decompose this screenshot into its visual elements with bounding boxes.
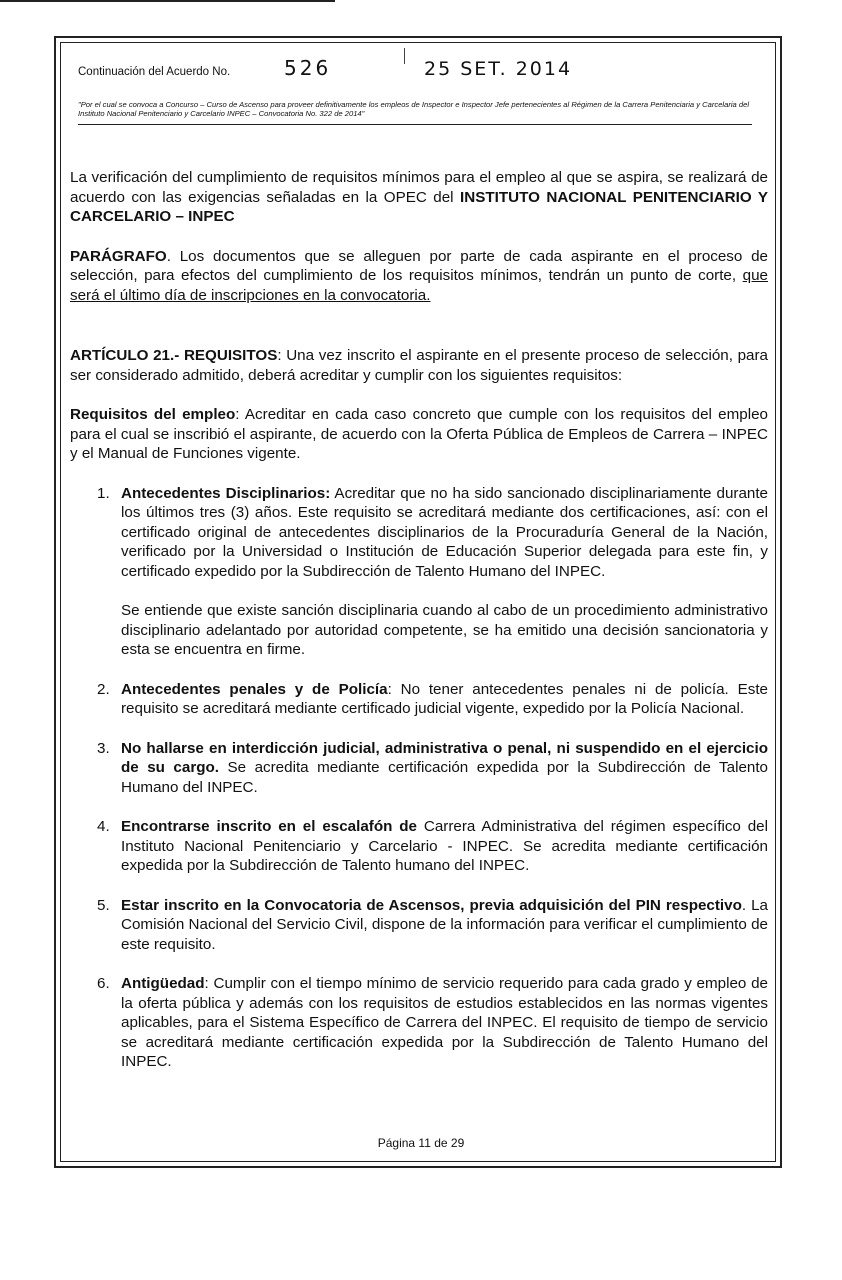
paragraph-paragrafo: [70, 247, 768, 306]
item-title: No hallarse en interdicción judicial, administrativa o penal, ni suspendido en el ejercicio de su cargo.: [121, 739, 768, 776]
paragraph-bold: Requisitos del empleo: [70, 406, 236, 423]
item-title: Antecedentes penales y de Policía: [121, 680, 388, 698]
list-number: 5.: [97, 896, 110, 914]
item-text: . La Comisión Nacional del Servicio Civil, dispone de la información para verificar el cumplimiento de este requisito.: [121, 896, 768, 953]
document-subtitle: "Por el cual se convoca a Concurso – Curso de Ascenso para proveer definitivamente los empleos de Inspector e Inspector Jefe pertenecientes al Régimen de la Carrera Penitenciaria y Carcelaria del Instituto Nacional Penitenciario y Carcelario INPEC – Convocatoria No. 322 de 2014": [78, 100, 750, 118]
article-heading: ARTÍCULO 21.- REQUISITOS: [70, 347, 278, 364]
paragraph-verification: [70, 168, 768, 227]
item-text: : No tener antecedentes penales ni de policía. Este requisito se acreditará mediante certificado judicial vigente, expedido por la Policía Nacional.: [121, 680, 768, 717]
agreement-number: 526: [284, 56, 332, 80]
paragraph-text: La verificación del cumplimiento de requisitos mínimos para el empleo al que se aspira, se realizará de acuerdo con las exigencias señaladas en la OPEC del: [70, 169, 768, 206]
item-title: Antigüedad: [121, 975, 205, 992]
item-text: : Cumplir con el tiempo mínimo de servicio requerido para cada grado y empleo de la oferta pública y además con los requisitos de estudios establecidos en las normas vigentes aplicables, para el Sistema Específico de Carrera del INPEC. El requisito de tiempo de servicio se acreditará mediante certificación expedida por la Subdirección de Talento Humano del INPEC.: [121, 975, 768, 1070]
list-item: [70, 739, 768, 798]
list-item: [70, 974, 768, 1072]
item-text: Acreditar que no ha sido sancionado disciplinariamente durante los últimos tres (3) años. Este requisito se acreditará mediante dos certificaciones, así: con el certificado original de antecedentes disciplinarios de la Procuraduría General de la Nación, verificado por la Universidad o Institución de Educación Superior delegada para este fin, y certificado expedido por la Subdirección de Talento Humano del INPEC.: [121, 484, 769, 580]
paragraph-article-21: [70, 346, 768, 385]
agreement-date: 25 SET. 2014: [424, 58, 573, 80]
paragraph-underlined: que será el último día de inscripciones en la convocatoria.: [70, 267, 768, 304]
list-number: 6.: [97, 975, 110, 992]
item-extra-text: Se entiende que existe sanción disciplinaria cuando al cabo de un procedimiento administrativo disciplinario adelantado por autoridad competente, se ha emitido una decisión sancionatoria y esta se encuentra en firme.: [121, 602, 768, 658]
paragraph-text: . Los documentos que se alleguen por parte de cada aspirante en el proceso de selección, para efectos del cumplimiento de los requisitos mínimos, tendrán un punto de corte,: [70, 247, 768, 284]
list-item: [70, 896, 768, 955]
item-text: Se acredita mediante certificación expedida por la Subdirección de Talento Humano del INPEC.: [121, 759, 769, 796]
item-title: Antecedentes Disciplinarios:: [121, 484, 331, 502]
paragraph-text: : Una vez inscrito el aspirante en el presente proceso de selección, para ser considerado admitido, deberá acreditar y cumplir con los siguientes requisitos:: [70, 347, 768, 384]
item-title: Estar inscrito en la Convocatoria de Ascensos, previa adquisición del PIN respectivo: [121, 896, 742, 914]
item-text: Carrera Administrativa del régimen específico del Instituto Nacional Penitenciario y Carcelario - INPEC. Se acredita mediante certificación expedida por la Subdirección de Talento humano del INPEC.: [121, 818, 768, 874]
document-body: [70, 168, 768, 1092]
document-header: [78, 58, 758, 88]
item-title: Encontrarse inscrito en el escalafón de: [121, 818, 417, 835]
continuation-label: Continuación del Acuerdo No.: [78, 66, 231, 78]
requirements-list: [70, 484, 768, 1072]
subtitle-rule: [78, 124, 752, 125]
list-number: 1.: [97, 484, 110, 502]
paragraph-bold: PARÁGRAFO: [70, 247, 167, 265]
list-item: [70, 817, 768, 876]
paragraph-text: : Acreditar en cada caso concreto que cumple con los requisitos del empleo para el cual se inscribió el aspirante, de acuerdo con la Oferta Pública de Empleos de Carrera – INPEC y el Manual de Funciones vigente.: [70, 406, 768, 462]
paragraph-requirements: [70, 405, 768, 464]
paragraph-bold: INSTITUTO NACIONAL PENITENCIARIO Y CARCELARIO – INPEC: [70, 188, 768, 225]
list-number: 2.: [97, 680, 110, 698]
list-item: [70, 484, 768, 660]
list-number: 4.: [97, 818, 110, 835]
list-item: [70, 680, 768, 719]
page-number: Página 11 de 29: [377, 1136, 465, 1150]
top-edge-line: [0, 0, 335, 2]
list-number: 3.: [97, 739, 110, 757]
